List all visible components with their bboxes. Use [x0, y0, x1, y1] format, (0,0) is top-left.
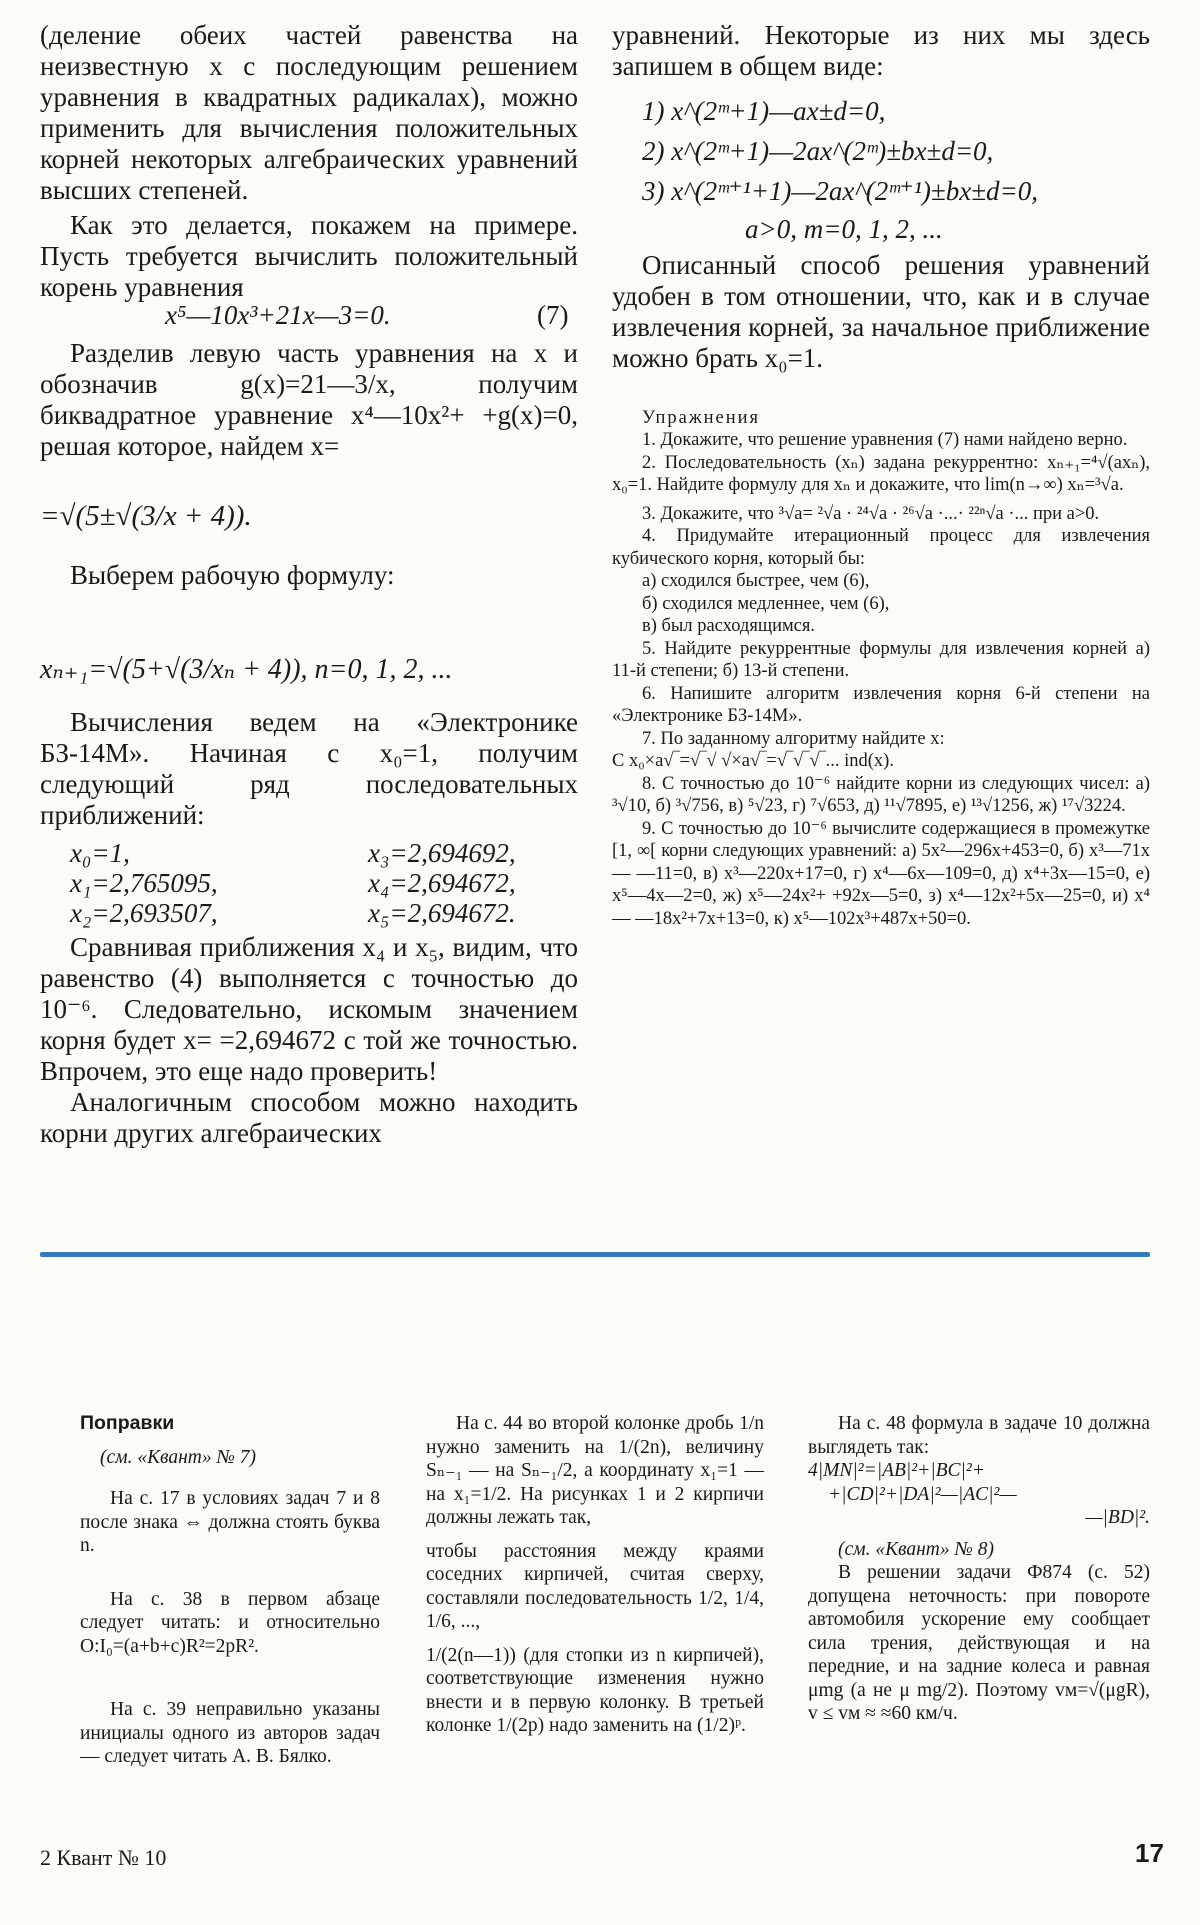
correction-p39: На с. 39 неправильно указаны инициалы одного из авторов задач — следует читать А. В. Бялко. [80, 1699, 380, 1767]
correction-p44: На с. 44 во второй колонке дробь 1/n нужно заменить на 1/(2n), величину Sₙ₋₁ — на Sₙ₋₁/2, а координату x₁=1 — на x₁=1/2. На рисунках 1 и 2 кирпичи должны лежать так, [426, 1413, 764, 1528]
footer-issue: 2 Квант № 10 [40, 1845, 167, 1870]
left-paragraph-1: (деление обеих частей равенства на неизвестную x с последующим решением уравнения в квадратных радикалах), можно применить для вычисления положительных корней некоторых алгебраических уравнений высших степеней. [40, 20, 578, 205]
corrections-ref-8: (см. «Квант» № 8) [838, 1538, 995, 1560]
exercise-7: 7. По заданному алгоритму найдите x: [642, 728, 945, 749]
equation-7: x⁵—10x³+21x—3=0. [165, 300, 391, 330]
approx-x4: x₄=2,694672, [368, 868, 516, 898]
left-paragraph-6: Сравнивая приближения x₄ и x₅, видим, что равенство (4) выполняется с точностью до 10⁻⁶. Следовательно, искомым значением корня будет x= =2,694672 с той же точностью. Впрочем, это еще надо проверить! [40, 932, 578, 1086]
approx-x2: x₂=2,693507, [70, 898, 218, 928]
equation-7-number: (7) [537, 300, 569, 330]
correction-p48: На с. 48 формула в задаче 10 должна выглядеть так: [808, 1413, 1150, 1458]
exercise-7-algorithm: C x₀×a√‾=√‾√ √×a√‾=√‾√‾√‾... ind(x). [612, 751, 894, 771]
correction-p17: На с. 17 в условиях задач 7 и 8 после знака ⇔ должна стоять буква n. [80, 1488, 380, 1556]
corrections-ref-7: (см. «Квант» № 7) [100, 1446, 257, 1468]
exercises [612, 408, 1150, 930]
right-column-mid [612, 250, 1150, 374]
exercise-8: 8. С точностью до 10⁻⁶ найдите корни из следующих чисел: а) ³√10, б) ³√756, в) ⁵√23, г) ⁷√653, д) ¹¹√7895, е) ¹³√1256, ж) ¹⁷√3224. [612, 773, 1150, 816]
left-column [40, 20, 578, 303]
correction-p48-formula-2: +|CD|²+|DA|²—|AC|²— [828, 1483, 1017, 1505]
approx-x0: x₀=1, [70, 838, 130, 868]
section-divider [40, 1252, 1150, 1257]
formula-work: xₙ₊₁=√(5+√(3/xₙ + 4)), n=0, 1, 2, ... [40, 654, 453, 685]
exercise-6: 6. Напишите алгоритм извлечения корня 6-й степени на «Электронике БЗ-14М». [612, 683, 1150, 726]
approx-x5: x₅=2,694672. [368, 898, 516, 928]
left-paragraph-2: Как это делается, покажем на примере. Пусть требуется вычислить положительный корень уравнения [40, 210, 578, 302]
right-paragraph-2: Описанный способ решения уравнений удобен в том отношении, что, как и в случае извлечения корней, за начальное приближение можно брать x₀=1. [612, 250, 1150, 373]
page-number: 17 [1135, 1838, 1164, 1868]
right-column [612, 20, 1150, 82]
left-column-bottom [40, 932, 578, 1149]
exercise-9: 9. С точностью до 10⁻⁶ вычислите содержащиеся в промежутке [1, ∞[ корни следующих уравнений: а) 5x²—296x+453=0, б) x³—71x— —11=0, в) x³—220x+17=0, г) x⁴—6x—109=0, д) x⁴+3x—15=0, е) x⁵—4x—2=0, ж) x⁵—24x²+ +92x—5=0, з) x⁴—12x²+5x—25=0, и) x⁴— —18x²+7x+13=0, к) x⁵—102x³+487x+50=0. [612, 818, 1150, 929]
exercise-4: 4. Придумайте итерационный процесс для извлечения кубического корня, который бы: [612, 526, 1150, 569]
left-para5-wrap [40, 707, 578, 831]
exercises-heading: Упражнения [642, 408, 761, 428]
formula-solution: =√(5±√(3/x + 4)). [40, 500, 252, 532]
corrections-col-2 [426, 1412, 764, 1738]
correction-p38: На с. 38 в первом абзаце следует читать: и относительно O:I₀=(a+b+c)R²=2pR². [80, 1588, 380, 1657]
general-equation-1: 1) x^(2ᵐ+1)—ax±d=0, [642, 96, 886, 126]
left-paragraph-5: Вычисления ведем на «Электронике БЗ-14М». Начиная с x₀=1, получим следующий ряд последовательных приближений: [40, 707, 578, 830]
exercise-3: 3. Докажите, что ³√a= ²√a · ²⁴√a · ²⁶√a ·...· ²²ⁿ√a ·... при a>0. [642, 503, 1100, 524]
approx-x1: x₁=2,765095, [70, 868, 218, 898]
correction-p44-end: 1/(2(n—1)) (для стопки из n кирпичей), соответствующие изменения нужно внести и в первую колонку. В третьей колонке 1/(2p) надо заменить на (1/2)ᵖ. [426, 1644, 764, 1736]
exercise-2: 2. Последовательность (xₙ) задана рекуррентно: xₙ₊₁=⁴√(axₙ), x₀=1. Найдите формулу для xₙ и докажите, что lim(n→∞) xₙ=³√a. [612, 452, 1150, 495]
exercise-4b: б) сходился медленнее, чем (6), [642, 593, 890, 614]
general-equation-conditions: a>0, m=0, 1, 2, ... [745, 214, 943, 244]
corrections-col-3 [808, 1412, 1150, 1726]
corrections-title: Поправки [80, 1412, 175, 1434]
right-paragraph-1: уравнений. Некоторые из них мы здесь запишем в общем виде: [612, 20, 1150, 81]
general-equation-3: 3) x^(2ᵐ⁺¹+1)—2ax^(2ᵐ⁺¹)±bx±d=0, [642, 176, 1038, 206]
approx-x3: x₃=2,694692, [368, 838, 516, 868]
exercise-4a: а) сходился быстрее, чем (6), [642, 571, 870, 591]
correction-p48-formula-1: 4|MN|²=|AB|²+|BC|²+ [808, 1460, 985, 1481]
correction-f874: В решении задачи Ф874 (с. 52) допущена неточность: при повороте автомобиля ускорение ему сообщает сила трения, действующая и на передние, и на задние колеса и равная μmg (а не μ mg/2). Поэтому vм=√(μgR), v ≤ vм ≈ ≈60 км/ч. [808, 1562, 1150, 1724]
left-column-mid [40, 338, 578, 462]
general-equation-2: 2) x^(2ᵐ+1)—2ax^(2ᵐ)±bx±d=0, [642, 136, 994, 166]
exercise-1: 1. Докажите, что решение уравнения (7) нами найдено верно. [642, 430, 1128, 450]
correction-p44-cont: чтобы расстояния между краями соседних кирпичей, считая сверху, составляли последовательность 1/2, 1/4, 1/6, ..., [426, 1540, 764, 1632]
corrections-col-1 [80, 1412, 380, 1769]
left-para4-wrap [40, 560, 578, 591]
exercise-4c: в) был расходящимся. [642, 616, 816, 636]
left-paragraph-4: Выберем рабочую формулу: [70, 560, 395, 590]
left-paragraph-7: Аналогичным способом можно находить корни других алгебраических [40, 1087, 578, 1148]
exercise-5: 5. Найдите рекуррентные формулы для извлечения корней а) 11-й степени; б) 13-й степени. [612, 638, 1150, 681]
left-paragraph-3: Разделив левую часть уравнения на x и обозначив g(x)=21—3/x, получим биквадратное уравнение x⁴—10x²+ +g(x)=0, решая которое, найдем x= [40, 338, 578, 461]
correction-p48-formula-3: —|BD|². [1085, 1507, 1150, 1528]
